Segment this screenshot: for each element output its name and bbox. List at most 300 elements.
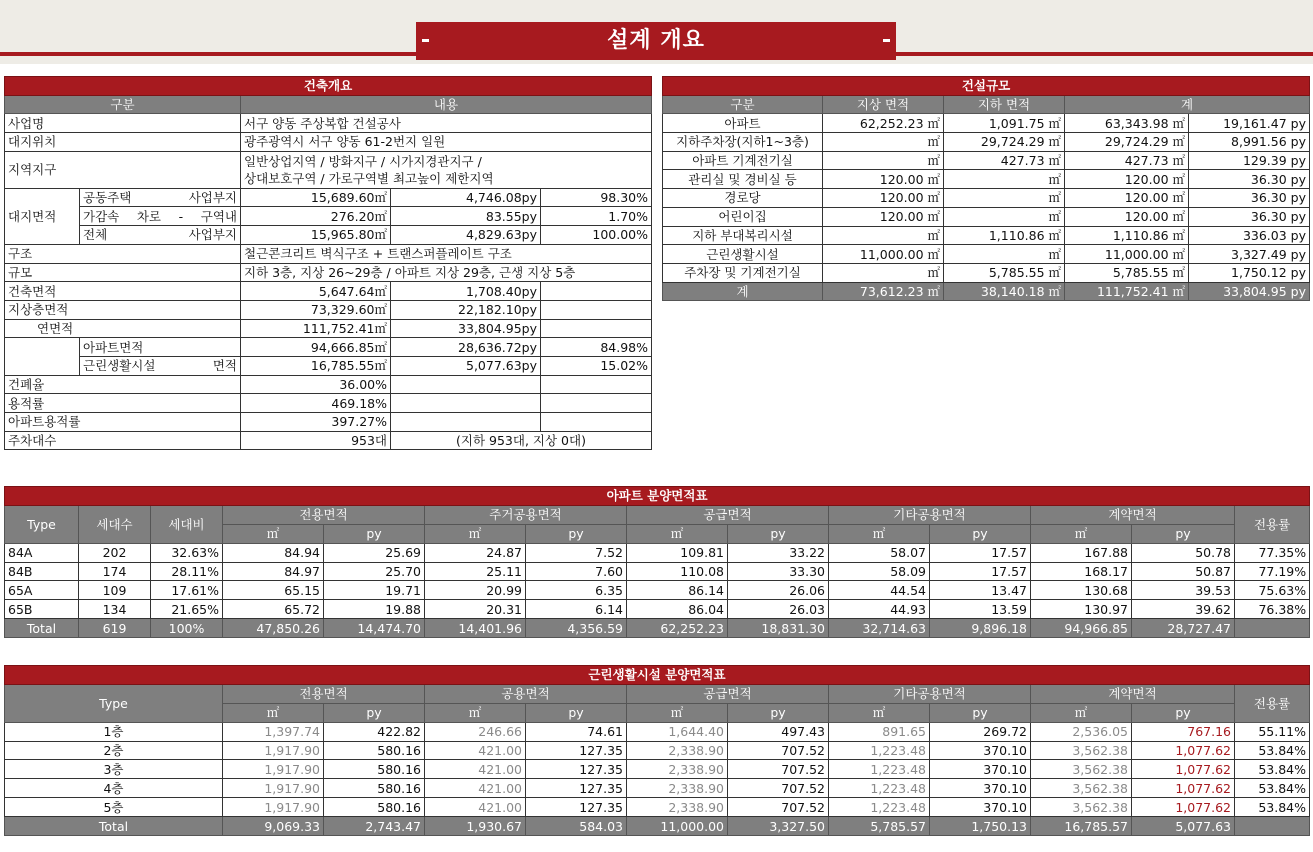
table-cell: 18,831.30 [728,619,829,638]
table-row [663,170,1310,189]
site-name-value: 서구 양동 주상복합 건설공사 [241,114,652,133]
building-area-label: 건축면적 [5,282,241,301]
table-cell: 2,338.90 [627,779,728,798]
table-cell: 5,785.57 [829,817,930,836]
col-group: 계약면적 [1031,505,1235,524]
table-cell: 6.35 [526,581,627,600]
land-row-m2: 15,689.60㎡ [241,188,391,207]
bcr-value: 36.00% [241,375,391,394]
table-cell: 24.87 [425,543,526,562]
col-group: 공급면적 [627,505,829,524]
table-cell: 269.72 [930,722,1031,741]
table-row [5,798,1310,817]
table-row [5,562,1310,581]
table-cell: 84A [5,543,79,562]
table-cell: 44.93 [829,600,930,619]
total-floor-m2: 111,752.41㎡ [241,319,391,338]
table-cell: 120.00 ㎡ [1065,189,1189,208]
table-cell: 202 [79,543,151,562]
table-cell: 25.70 [324,562,425,581]
table-cell: 86.04 [627,600,728,619]
parking-value: 953대 [241,431,391,450]
table-cell: 422.82 [324,722,425,741]
unit-m2: ㎡ [425,524,526,543]
land-row-py: 83.55py [391,207,541,226]
table-cell: 17.61% [151,581,223,600]
apt-area-label: 아파트면적 [80,338,241,357]
table-cell: 707.52 [728,760,829,779]
land-row-py: 4,746.08py [391,188,541,207]
table-cell: 1,917.90 [223,741,324,760]
scale-label: 규모 [5,263,241,282]
commercial-sale-area-table [4,665,1310,836]
table-cell: 120.00 ㎡ [823,207,944,226]
table-cell: 1층 [5,722,223,741]
table-row [5,263,652,282]
table-cell: ㎡ [823,226,944,245]
table-row [663,151,1310,170]
table-row [5,394,652,413]
table-cell: 55.11% [1235,722,1310,741]
land-row-pct: 100.00% [541,226,652,245]
table-cell: 36.30 py [1189,189,1310,208]
table-cell: 767.16 [1132,722,1235,741]
table-cell: 아파트 기계전기실 [663,151,823,170]
total-label: 계 [663,282,823,301]
far-label: 용적률 [5,394,241,413]
col-group: 공용면적 [425,684,627,703]
table-cell: 120.00 ㎡ [1065,207,1189,226]
table-cell: 11,000.00 [627,817,728,836]
table-row [663,207,1310,226]
table-cell: 109 [79,581,151,600]
col-group: 기타공용면적 [829,505,1031,524]
zone-label: 지역지구 [5,151,241,188]
table-cell: 370.10 [930,798,1031,817]
table-cell: 127.35 [526,779,627,798]
scale-value: 지하 3층, 지상 26~29층 / 아파트 지상 29층, 근생 지상 5층 [241,263,652,282]
col-content: 내용 [241,95,652,114]
site-name-label: 사업명 [5,114,241,133]
unit-py: py [1132,524,1235,543]
table-row [5,207,652,226]
table-cell: 어린이집 [663,207,823,226]
table-cell: 29,724.29 ㎡ [1065,133,1189,152]
table-cell: 3,562.38 [1031,798,1132,817]
table-cell: 아파트 [663,114,823,133]
table-row [5,133,652,152]
table-cell: ㎡ [823,263,944,282]
building-area-py: 1,708.40py [391,282,541,301]
table-cell: 100% [151,619,223,638]
table-cell: 421.00 [425,760,526,779]
table-cell: 584.03 [526,817,627,836]
table-cell: 1,077.62 [1132,741,1235,760]
table-cell: 427.73 ㎡ [1065,151,1189,170]
table-cell: 53.84% [1235,798,1310,817]
table-cell: 20.99 [425,581,526,600]
table-cell: 127.35 [526,798,627,817]
total-cell: 33,804.95 py [1189,282,1310,301]
above-floor-py: 22,182.10py [391,300,541,319]
table-cell: 3층 [5,760,223,779]
table-cell: 근린생활시설 [663,245,823,264]
table-row [5,543,1310,562]
col-sum: 계 [1065,95,1310,114]
table-row [5,413,652,432]
table-cell: ㎡ [944,189,1065,208]
table-cell: 174 [79,562,151,581]
table-cell: 619 [79,619,151,638]
overview-title: 건축개요 [5,77,652,96]
table-cell: 47,850.26 [223,619,324,638]
unit-py: py [930,524,1031,543]
unit-py: py [526,703,627,722]
total-row [663,282,1310,301]
land-area-label: 대지면적 [5,188,80,244]
table-cell: 62,252.23 [627,619,728,638]
table-cell: 2,743.47 [324,817,425,836]
page-title-text: 설계 개요 [607,28,705,53]
page-title [416,22,896,60]
table-cell: 65A [5,581,79,600]
table-cell: 421.00 [425,779,526,798]
col-units: 세대수 [79,505,151,543]
total-floor-label: 연면적 [5,319,241,338]
table-cell: 370.10 [930,741,1031,760]
table-cell: 129.39 py [1189,151,1310,170]
table-cell: 1,223.48 [829,760,930,779]
structure-value: 철근콘크리트 벽식구조 + 트랜스퍼플레이트 구조 [241,244,652,263]
table-cell: 168.17 [1031,562,1132,581]
header-row [5,505,1310,524]
table-cell: 336.03 py [1189,226,1310,245]
construction-scale-table [662,76,1310,301]
apt-sale-title: 아파트 분양면적표 [5,487,1310,506]
table-cell: 62,252.23 ㎡ [823,114,944,133]
table-cell: 75.63% [1235,581,1310,600]
table-cell: 1,091.75 ㎡ [944,114,1065,133]
col-group: 공급면적 [627,684,829,703]
table-cell: 65.72 [223,600,324,619]
header-row [5,95,652,114]
table-cell: 891.65 [829,722,930,741]
table-cell: 33.30 [728,562,829,581]
total-cell: 73,612.23 ㎡ [823,282,944,301]
table-cell: 3,327.50 [728,817,829,836]
table-cell: 19,161.47 py [1189,114,1310,133]
col-above-area: 지상 면적 [823,95,944,114]
table-row [5,581,1310,600]
table-row [5,244,652,263]
total-row [5,619,1310,638]
col-group: 주거공용면적 [425,505,627,524]
col-type: Type [5,505,79,543]
table-cell: 1,917.90 [223,760,324,779]
table-cell: 84.97 [223,562,324,581]
total-cell: 38,140.18 ㎡ [944,282,1065,301]
table-title-row [5,487,1310,506]
bcr-label: 건폐율 [5,375,241,394]
unit-py: py [728,524,829,543]
land-row-label: 가감속 차로 - 구역내 [80,207,241,226]
table-cell: 13.59 [930,600,1031,619]
table-cell: 39.53 [1132,581,1235,600]
table-cell: 9,069.33 [223,817,324,836]
table-row [663,245,1310,264]
zone-value-line-1: 일반상업지역 / 방화지구 / 시가지경관지구 / [244,153,482,169]
table-cell: 130.97 [1031,600,1132,619]
table-row [5,722,1310,741]
unit-py: py [526,524,627,543]
table-row [5,226,652,245]
unit-m2: ㎡ [829,524,930,543]
table-cell: Total [5,817,223,836]
table-cell: 28,727.47 [1132,619,1235,638]
table-cell: 86.14 [627,581,728,600]
table-cell: 19.88 [324,600,425,619]
table-row [5,779,1310,798]
comm-area-pct: 15.02% [541,356,652,375]
table-cell: 36.30 py [1189,207,1310,226]
table-cell: 74.61 [526,722,627,741]
unit-py: py [324,524,425,543]
table-cell: 53.84% [1235,779,1310,798]
col-rate: 전용률 [1235,505,1310,543]
unit-py: py [1132,703,1235,722]
table-cell: 65B [5,600,79,619]
table-cell: 2,338.90 [627,760,728,779]
table-cell: 580.16 [324,798,425,817]
table-row [663,189,1310,208]
table-row [5,431,652,450]
table-cell: 5,785.55 ㎡ [944,263,1065,282]
apartment-sale-area-table [4,486,1310,638]
table-cell: 707.52 [728,779,829,798]
table-cell: 2,338.90 [627,741,728,760]
table-cell: ㎡ [944,207,1065,226]
table-row [5,319,652,338]
table-cell: 120.00 ㎡ [1065,170,1189,189]
table-cell: 370.10 [930,779,1031,798]
table-cell: 58.09 [829,562,930,581]
table-cell: 36.30 py [1189,170,1310,189]
above-floor-m2: 73,329.60㎡ [241,300,391,319]
table-cell: 17.57 [930,562,1031,581]
unit-py: py [324,703,425,722]
table-cell: 26.03 [728,600,829,619]
comm-area-py: 5,077.63py [391,356,541,375]
table-cell: 39.62 [1132,600,1235,619]
parking-note: (지하 953대, 지상 0대) [391,431,652,450]
table-title-row [5,666,1310,685]
table-row [5,600,1310,619]
table-title-row [663,77,1310,96]
table-row [5,356,652,375]
table-cell: 580.16 [324,779,425,798]
building-overview-table [4,76,652,450]
table-row [663,226,1310,245]
title-notch-left [422,39,429,42]
table-cell: 7.52 [526,543,627,562]
table-cell: 1,077.62 [1132,779,1235,798]
unit-m2: ㎡ [829,703,930,722]
unit-m2: ㎡ [223,524,324,543]
table-row [663,133,1310,152]
table-row [5,338,652,357]
table-row [5,282,652,301]
table-cell: 1,223.48 [829,798,930,817]
table-row [5,114,652,133]
table-cell: 110.08 [627,562,728,581]
table-cell: 6.14 [526,600,627,619]
table-cell: 5,077.63 [1132,817,1235,836]
table-cell: 14,401.96 [425,619,526,638]
table-cell: 1,644.40 [627,722,728,741]
table-cell: 13.47 [930,581,1031,600]
table-row [5,375,652,394]
table-cell: 5층 [5,798,223,817]
table-cell: 11,000.00 ㎡ [1065,245,1189,264]
table-cell: 1,110.86 ㎡ [944,226,1065,245]
table-cell: 25.11 [425,562,526,581]
col-group: 전용면적 [223,505,425,524]
table-cell: 14,474.70 [324,619,425,638]
table-cell: 421.00 [425,741,526,760]
table-cell: 1,223.48 [829,779,930,798]
table-cell: 1,110.86 ㎡ [1065,226,1189,245]
table-cell: 109.81 [627,543,728,562]
table-row [5,300,652,319]
col-group: 계약면적 [1031,684,1235,703]
comm-area-label: 근린생활시설 면적 [80,356,241,375]
col-type: Type [5,684,223,722]
table-cell: 246.66 [425,722,526,741]
building-area-m2: 5,647.64㎡ [241,282,391,301]
above-floor-label: 지상층면적 [5,300,241,319]
table-cell: 2층 [5,741,223,760]
land-row-pct: 98.30% [541,188,652,207]
table-cell: 127.35 [526,741,627,760]
col-category: 구분 [5,95,241,114]
comm-area-m2: 16,785.55㎡ [241,356,391,375]
table-cell: 580.16 [324,741,425,760]
table-cell: 130.68 [1031,581,1132,600]
table-cell: 84B [5,562,79,581]
table-row [663,114,1310,133]
land-row-label: 전체 사업부지 [80,226,241,245]
table-cell: 2,338.90 [627,798,728,817]
scale-title: 건설규모 [663,77,1310,96]
table-cell: 76.38% [1235,600,1310,619]
unit-m2: ㎡ [1031,703,1132,722]
table-cell: 4,356.59 [526,619,627,638]
col-group: 전용면적 [223,684,425,703]
structure-label: 구조 [5,244,241,263]
table-cell: 3,562.38 [1031,741,1132,760]
table-cell: 44.54 [829,581,930,600]
table-cell: 지하주차장(지하1~3층) [663,133,823,152]
table-cell: 8,991.56 py [1189,133,1310,152]
table-cell: 2,536.05 [1031,722,1132,741]
land-row-pct: 1.70% [541,207,652,226]
table-cell: 21.65% [151,600,223,619]
unit-m2: ㎡ [1031,524,1132,543]
table-cell: 421.00 [425,798,526,817]
table-cell: 11,000.00 ㎡ [823,245,944,264]
apt-far-label: 아파트용적률 [5,413,241,432]
table-cell: 84.94 [223,543,324,562]
table-cell: 3,327.49 py [1189,245,1310,264]
header-row [663,95,1310,114]
table-cell: 65.15 [223,581,324,600]
table-cell: 1,917.90 [223,779,324,798]
table-cell: 4층 [5,779,223,798]
table-cell: 1,223.48 [829,741,930,760]
table-cell: 77.35% [1235,543,1310,562]
table-cell: ㎡ [944,170,1065,189]
table-cell: 지하 부대복리시설 [663,226,823,245]
table-cell: 94,966.85 [1031,619,1132,638]
land-row-m2: 15,965.80㎡ [241,226,391,245]
unit-m2: ㎡ [425,703,526,722]
total-cell: 111,752.41 ㎡ [1065,282,1189,301]
table-cell: 3,562.38 [1031,760,1132,779]
unit-m2: ㎡ [627,524,728,543]
table-cell: 120.00 ㎡ [823,189,944,208]
table-cell: 7.60 [526,562,627,581]
total-floor-py: 33,804.95py [391,319,541,338]
table-cell: 1,750.12 py [1189,263,1310,282]
table-cell: Total [5,619,79,638]
table-cell: 29,724.29 ㎡ [944,133,1065,152]
table-cell: 53.84% [1235,760,1310,779]
table-cell: ㎡ [823,151,944,170]
table-cell: 16,785.57 [1031,817,1132,836]
unit-m2: ㎡ [627,703,728,722]
parking-label: 주차대수 [5,431,241,450]
table-cell: 주차장 및 기계전기실 [663,263,823,282]
total-row [5,817,1310,836]
location-value: 광주광역시 서구 양동 61-2번지 일원 [241,133,652,152]
col-group: 기타공용면적 [829,684,1031,703]
table-cell: 1,750.13 [930,817,1031,836]
table-cell: 26.06 [728,581,829,600]
table-cell: 580.16 [324,760,425,779]
table-cell: 관리실 및 경비실 등 [663,170,823,189]
col-below-area: 지하 면적 [944,95,1065,114]
table-cell: 1,077.62 [1132,760,1235,779]
table-cell: 370.10 [930,760,1031,779]
far-value: 469.18% [241,394,391,413]
table-cell: ㎡ [823,133,944,152]
table-row [5,741,1310,760]
table-cell: 1,930.67 [425,817,526,836]
table-cell: 경로당 [663,189,823,208]
header-row [5,684,1310,703]
table-cell: 1,917.90 [223,798,324,817]
unit-m2: ㎡ [223,703,324,722]
table-cell: 120.00 ㎡ [823,170,944,189]
location-label: 대지위치 [5,133,241,152]
table-cell: 707.52 [728,741,829,760]
table-cell: ㎡ [944,245,1065,264]
table-cell: 3,562.38 [1031,779,1132,798]
table-cell: 50.87 [1132,562,1235,581]
table-cell: 707.52 [728,798,829,817]
table-cell: 497.43 [728,722,829,741]
table-cell: 427.73 ㎡ [944,151,1065,170]
